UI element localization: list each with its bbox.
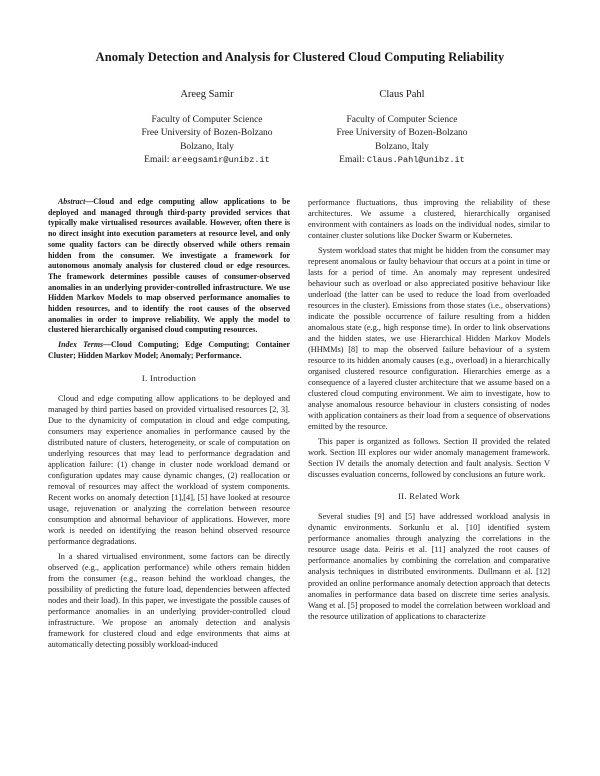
author-dept: Faculty of Computer Science bbox=[346, 114, 458, 125]
author-email: Claus.Pahl@unibz.it bbox=[366, 155, 465, 165]
author-email: areegsamir@unibz.it bbox=[171, 155, 270, 165]
intro-paragraph-2: In a shared virtualised environment, some factors can be directly observed (e.g., application performance) while others remain hidden from the consumer (e.g., reason behind the workload changes, the possibility of predicting the future load, dependencies between affected nodes and their load). In this paper, we investigate the possible causes of performance anomalies in an underlying provider-controlled cloud infrastructure. We propose an anomaly detection and analysis framework for clustered cloud and edge environments that aims at automatically detecting possibly workload-induced bbox=[48, 551, 290, 649]
author-name: Claus Pahl bbox=[379, 89, 425, 100]
author-university: Free University of Bozen-Bolzano bbox=[141, 128, 273, 138]
abstract bbox=[48, 197, 290, 336]
abstract-label: Abstract bbox=[58, 197, 86, 206]
index-terms-text: —Cloud Computing; Edge Computing; Container Cluster; Hidden Markov Model; Anomaly; Performance. bbox=[48, 340, 290, 360]
related-work-paragraph: Several studies [9] and [5] have addressed workload analysis in dynamic environments. Sorkunlu et al. [10] identified system performance anomalies through analyzing the correlations in the resource usage data. Peiris et al. [11] analyzed the root causes of performance anomalies by combining the correlation and comparative analysis techniques in distributed environments. Dullmann et al. [12] provided an online performance anomaly detection approach that detects anomalies in performance data based on discrete time series analysis. Wang et al. [5] proposed to model the correlation between workload and the resource utilization of applications to characterize bbox=[308, 512, 550, 621]
author-email-line bbox=[102, 154, 312, 168]
author-university: Free University of Bozen-Bolzano bbox=[336, 128, 468, 138]
intro-paragraph-4: This paper is organized as follows. Section II provided the related work. Section III explores our wider anomaly management framework. Section IV details the anomaly detection and fault analysis. Section V discusses evaluation concerns, followed by conclusions an future work. bbox=[308, 437, 550, 480]
author-name: Areeg Samir bbox=[180, 89, 234, 100]
index-terms bbox=[48, 340, 290, 361]
author-location: Bolzano, Italy bbox=[375, 141, 429, 152]
intro-paragraph-continued: performance fluctuations, thus improving the reliability of these architectures. We assume a clustered, hierarchically organised environment with containers as loads on the individual nodes, similar to container cluster solutions like Docker Swarm or Kubernetes. bbox=[308, 198, 550, 241]
author-dept: Faculty of Computer Science bbox=[151, 114, 263, 125]
section-heading: I. Introduction bbox=[141, 372, 197, 383]
author-block-1 bbox=[102, 88, 312, 168]
left-column bbox=[48, 197, 290, 650]
intro-paragraph-1: Cloud and edge computing allow applications to be deployed and managed by third parties based on provided virtualised resources [2, 3]. Due to the dynamicity of computation in cloud and edge computing, consumers may experience anomalies in performance caused by the distributed nature of clusters, heterogeneity, or scale of computation on underlying resources that may lead to performance degradation and application failure: (1) change in cluster node workload demand or configuration updates may cause dynamic changes, (2) reallocation or removal of resources may affect the workload of system components. Recent works on anomaly detection [1],[4], [5] have looked at resource usage, rejuvenation or analyzing the correlation between resource consumption and abnormal behaviour of applications. However, more work is needed on identifying the reason behind observed resource performance degradations. bbox=[48, 393, 290, 546]
author-block-2 bbox=[297, 88, 507, 168]
email-label: Email: bbox=[339, 155, 365, 165]
email-label: Email: bbox=[144, 155, 170, 165]
intro-paragraph-3: System workload states that might be hidden from the consumer may represent anomalous or faulty behaviour that occurs at a point in time or lasts for a period of time. An anomaly may represent undesired behaviour such as overload or also appreciated positive behaviour like underload (the latter can be used to reduce the load from overloaded resources in the cluster). Emissions from those states (i.e., observations) indicate the possible occurrence of failure resulting from a hidden anomalous state (e.g., high response time). In order to link observations and the hidden states, we use Hierarchical Hidden Markov Models (HHMMs) [8] to map the observed failure behaviour of a system resource to its hidden anomaly causes (e.g., overload) in a hierarchically organised clustered resource configuration. Hierarchies emerge as a consequence of a layered cluster architecture that we assume based on a clustered cloud computing environment. We aim to investigate, how to analyse anomalous resource behaviour in clusters consisting of nodes with application containers as their load from a sequence of observations emitted by the resource. bbox=[308, 246, 550, 432]
section-heading: II. Related Work bbox=[398, 491, 460, 502]
index-terms-label: Index Terms bbox=[58, 340, 104, 350]
abstract-text: —Cloud and edge computing allow applications to be deployed and managed through third-party provided services that typically make virtualised resources available. However, often there is no direct insight into execution parameters at resource level, and only some quality factors can be directly observed while others remain hidden from the consumer. We investigate a framework for autonomous anomaly analysis for clustered cloud or edge resources. The framework determines possible causes of consumer-observed anomalies in an underlying provider-controlled infrastructure. We use Hidden Markov Models to map observed performance anomalies to hidden resources, and to identify the root causes of the observed anomalies in order to improve reliability. We apply the model to clustered hierarchically organised cloud computing resources. bbox=[48, 197, 290, 335]
right-column bbox=[308, 197, 550, 622]
paper-title: Anomaly Detection and Analysis for Clustered Cloud Computing Reliability bbox=[95, 50, 505, 64]
author-location: Bolzano, Italy bbox=[180, 141, 234, 152]
author-email-line bbox=[297, 154, 507, 168]
